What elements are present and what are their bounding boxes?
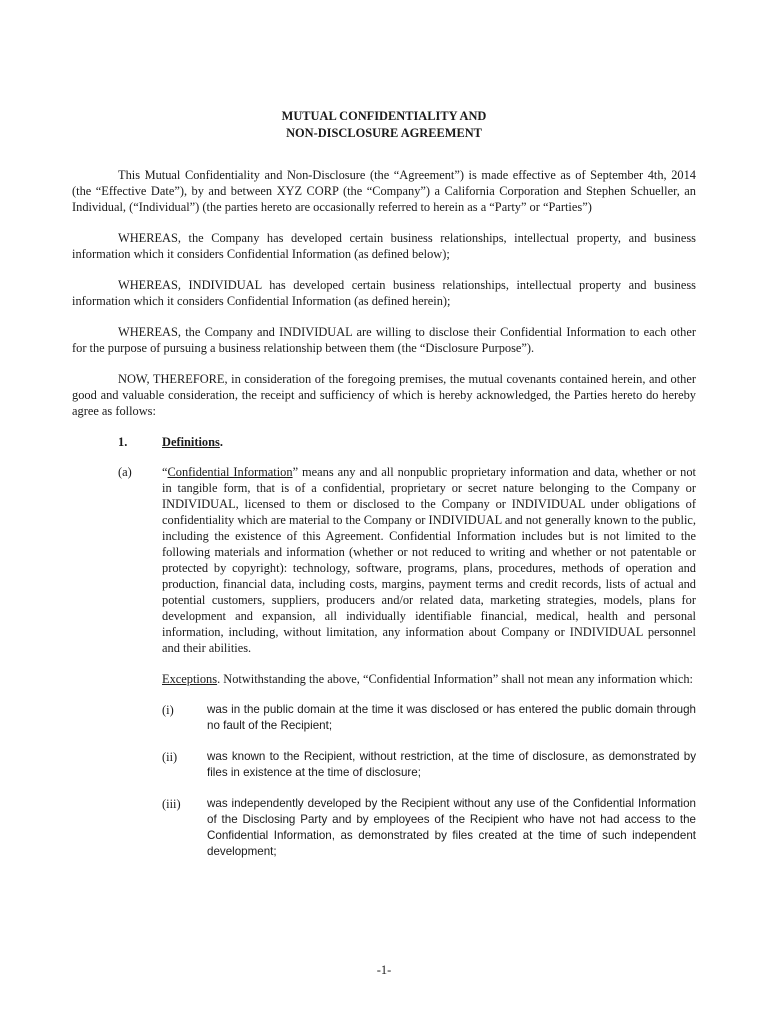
section-title [162, 434, 223, 450]
defined-term: Confidential Information [167, 465, 293, 479]
section-heading-definitions [72, 434, 696, 450]
exception-item [162, 702, 696, 734]
section-number: 1. [118, 435, 128, 449]
exception-marker: (iii) [162, 797, 181, 811]
whereas-paragraph-1: WHEREAS, the Company has developed certain business relationships, intellectual property, and business information which it considers Confidential Information (as defined below); [72, 231, 696, 261]
definition-text [162, 464, 696, 656]
exceptions-paragraph [162, 671, 696, 687]
exception-marker: (ii) [162, 750, 178, 764]
exception-text: was known to the Recipient, without restriction, at the time of disclosure, as demonstrated by files in existence at the time of disclosure; [207, 750, 696, 779]
title-line-1: MUTUAL CONFIDENTIALITY AND [281, 109, 487, 123]
title-line-2: NON-DISCLOSURE AGREEMENT [286, 126, 482, 140]
exception-text: was in the public domain at the time it was disclosed or has entered the public domain through no fault of the Recipient; [207, 703, 696, 732]
document-page [72, 108, 696, 875]
open-quote: “ [162, 465, 168, 479]
page-number: -1- [376, 963, 392, 977]
section-label: Definitions [162, 435, 220, 449]
whereas-paragraph-3: WHEREAS, the Company and INDIVIDUAL are willing to disclose their Confidential Information to each other for the purpose of pursuing a business relationship between them (the “Disclosure Purpose”). [72, 325, 696, 355]
now-therefore-paragraph: NOW, THEREFORE, in consideration of the foregoing premises, the mutual covenants contained herein, and other good and valuable consideration, the receipt and sufficiency of which is hereby acknowledged, the Parties hereto do hereby agree as follows: [72, 372, 696, 418]
exceptions-text: . Notwithstanding the above, “Confidential Information” shall not mean any information which: [217, 672, 693, 686]
exceptions-label: Exceptions [162, 672, 218, 686]
document-title [72, 108, 696, 142]
exception-item [162, 749, 696, 781]
exception-item [162, 796, 696, 860]
item-marker: (a) [118, 465, 132, 479]
whereas-paragraph-2: WHEREAS, INDIVIDUAL has developed certain business relationships, intellectual property and business information which it considers Confidential Information (as defined herein); [72, 278, 696, 308]
exception-text: was independently developed by the Recipient without any use of the Confidential Information of the Disclosing Party and by employees of the Recipient who have not had access to the Confidential Information, as demonstrated by files created at the time of such independent development; [207, 797, 696, 858]
exception-marker: (i) [162, 703, 174, 717]
section-period: . [219, 435, 223, 449]
intro-paragraph: This Mutual Confidentiality and Non-Disclosure (the “Agreement”) is made effective as of September 4th, 2014 (the “Effective Date”), by and between XYZ CORP (the “Company”) a California Corporation and Stephen Schueller, an Individual, (“Individual”) (the parties hereto are occasionally referred to herein as a “Party” or “Parties”) [72, 168, 696, 214]
definition-item-a [72, 464, 696, 656]
definition-body: ” means any and all nonpublic proprietary information and data, whether or not in tangible form, that is of a confidential, proprietary or secret nature belonging to the Company or INDIVIDUAL, licensed to them or disclosed to the Company or INDIVIDUAL under obligations of confidentiality which are material to the Company or INDIVIDUAL and not generally known to the public, including the existence of this Agreement. Confidential Information includes but is not limited to the following materials and information (whether or not reduced to writing and whether or not patentable or protected by copyright): technology, software, programs, plans, procedures, methods of operation and production, financial data, including costs, margins, payment terms and credit records, lists of actual and potential customers, suppliers, producers and/or related data, marketing strategies, models, plans for development and expansion, all individually identifiable financial, medical, health and personal information, including, without limitation, any information about Company or INDIVIDUAL personnel and their abilities. [162, 465, 696, 655]
